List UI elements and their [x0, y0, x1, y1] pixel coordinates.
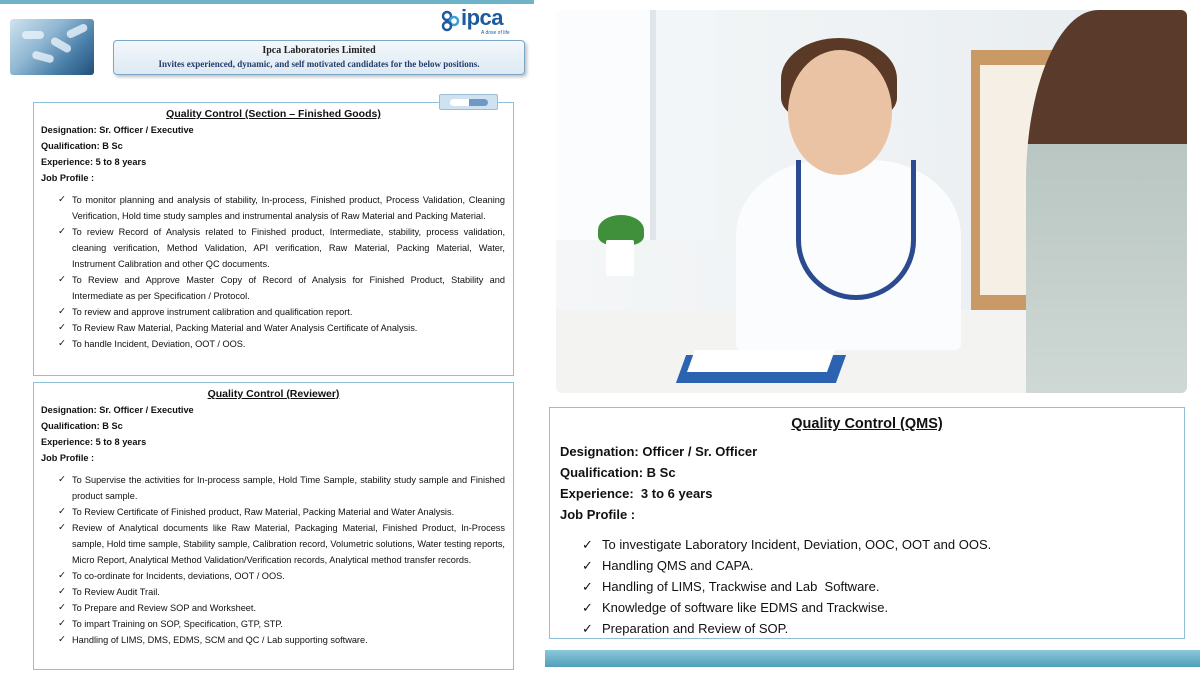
list-item-text: Review of Analytical documents like Raw Material, Packaging Material, Finished Product, In-Process sample, Hold time sample, Stability sample, Calibration record, Volumetric solutions, Water testing reports, Micro Report, Analytical Method Validation/Verification records, Analytical method transfer records.: [72, 523, 505, 565]
list-item: [58, 632, 505, 648]
company-banner: [113, 40, 525, 75]
list-item: [58, 336, 505, 352]
checkmark-icon: ✓: [58, 634, 66, 645]
list-item-text: To handle Incident, Deviation, OOT / OOS.: [72, 339, 246, 349]
checkmark-icon: ✓: [582, 537, 593, 552]
designation: Designation: Sr. Officer / Executive: [41, 125, 194, 135]
checkmark-icon: ✓: [58, 474, 66, 485]
job-title: Quality Control (QMS): [791, 416, 943, 432]
list-item-text: To Supervise the activities for In-process sample, Hold Time Sample, stability study sample and Finished product sample.: [72, 475, 505, 501]
list-item-text: To Prepare and Review SOP and Worksheet.: [72, 603, 257, 613]
ipca-logo-mark-icon: [441, 10, 461, 32]
recruitment-tagline: Invites experienced, dynamic, and self motivated candidates for the below positions.: [158, 59, 480, 69]
list-item-text: To Review Certificate of Finished product, Raw Material, Packing Material and Water Analysis.: [72, 507, 455, 517]
job-meta: [34, 402, 513, 466]
capsule-icon: [439, 94, 498, 110]
list-item-text: To Review and Approve Master Copy of Record of Analysis for Finished Product, Stability and Intermediate as per Specification / Protocol.: [72, 275, 505, 301]
list-item: [582, 555, 1176, 576]
checkmark-icon: ✓: [582, 579, 593, 594]
bottom-accent-bar: [545, 650, 1200, 667]
list-item: [58, 192, 505, 224]
logo-tagline: A dose of life: [481, 30, 510, 36]
doctor-consultation-photo: [556, 10, 1187, 393]
job-title: Quality Control (Section – Finished Goods): [166, 108, 381, 120]
checkmark-icon: ✓: [58, 306, 66, 317]
job-profile-list: [34, 472, 513, 648]
ipca-logo: [441, 5, 521, 36]
job-panel-reviewer: [33, 382, 514, 670]
list-item: [58, 584, 505, 600]
checkmark-icon: ✓: [58, 226, 66, 237]
qualification: Qualification: B Sc: [41, 141, 123, 151]
job-profile-list: [34, 192, 513, 352]
list-item-text: To Review Audit Trail.: [72, 587, 160, 597]
job-profile-list: [550, 534, 1184, 639]
checkmark-icon: ✓: [58, 194, 66, 205]
job-meta: [34, 122, 513, 186]
list-item-text: To impart Training on SOP, Specification, GTP, STP.: [72, 619, 283, 629]
checkmark-icon: ✓: [58, 322, 66, 333]
list-item-text: Handling of LIMS, Trackwise and Lab Software.: [602, 579, 880, 594]
list-item: [582, 597, 1176, 618]
job-profile-heading: Job Profile :: [41, 453, 95, 463]
experience: Experience: 3 to 6 years: [560, 486, 713, 501]
list-item: [58, 304, 505, 320]
checkmark-icon: ✓: [58, 618, 66, 629]
list-item-text: Preparation and Review of SOP.: [602, 621, 789, 636]
checkmark-icon: ✓: [58, 602, 66, 613]
list-item-text: To review Record of Analysis related to Finished product, Intermediate, stability, process validation, cleaning verification, Method Validation, API verification, Raw Material, Packing Material, Water, Instrument Calibration and other QC documents.: [72, 227, 505, 269]
company-name: Ipca Laboratories Limited: [262, 45, 376, 56]
header-thumbnail-image: [10, 19, 94, 75]
list-item: [58, 472, 505, 504]
job-panel-qms: [549, 407, 1185, 639]
list-item-text: To Review Raw Material, Packing Material and Water Analysis Certificate of Analysis.: [72, 323, 418, 333]
list-item-text: Handling QMS and CAPA.: [602, 558, 754, 573]
checkmark-icon: ✓: [582, 621, 593, 636]
list-item: [58, 224, 505, 272]
experience: Experience: 5 to 8 years: [41, 157, 147, 167]
list-item: [58, 616, 505, 632]
list-item: [58, 320, 505, 336]
job-title: Quality Control (Reviewer): [207, 388, 340, 400]
checkmark-icon: ✓: [58, 522, 66, 533]
list-item-text: Knowledge of software like EDMS and Trackwise.: [602, 600, 889, 615]
qualification: Qualification: B Sc: [560, 465, 676, 480]
logo-wordmark: ipca: [461, 5, 504, 30]
list-item-text: To investigate Laboratory Incident, Deviation, OOC, OOT and OOS.: [602, 537, 992, 552]
job-meta: [550, 441, 1184, 525]
job-posting-left-page: [0, 0, 534, 675]
list-item: [582, 618, 1176, 639]
checkmark-icon: ✓: [58, 570, 66, 581]
list-item: [582, 534, 1176, 555]
list-item-text: To monitor planning and analysis of stability, In-process, Finished product, Process Validation, Cleaning Verification, Hold time study samples and instrumental analysis of Raw Material and Packing Material.: [72, 195, 505, 221]
job-panel-finished-goods: [33, 102, 514, 376]
designation: Designation: Officer / Sr. Officer: [560, 444, 758, 459]
checkmark-icon: ✓: [58, 338, 66, 349]
checkmark-icon: ✓: [58, 506, 66, 517]
job-profile-heading: Job Profile :: [560, 507, 636, 522]
checkmark-icon: ✓: [582, 600, 593, 615]
checkmark-icon: ✓: [58, 274, 66, 285]
experience: Experience: 5 to 8 years: [41, 437, 147, 447]
list-item-text: To review and approve instrument calibration and qualification report.: [72, 307, 353, 317]
top-rule: [0, 0, 534, 4]
designation: Designation: Sr. Officer / Executive: [41, 405, 194, 415]
list-item: [58, 568, 505, 584]
list-item-text: To co-ordinate for Incidents, deviations, OOT / OOS.: [72, 571, 285, 581]
checkmark-icon: ✓: [58, 586, 66, 597]
list-item: [58, 272, 505, 304]
list-item: [58, 600, 505, 616]
checkmark-icon: ✓: [582, 558, 593, 573]
list-item: [58, 520, 505, 568]
job-profile-heading: Job Profile :: [41, 173, 95, 183]
qualification: Qualification: B Sc: [41, 421, 123, 431]
list-item: [582, 576, 1176, 597]
list-item-text: Handling of LIMS, DMS, EDMS, SCM and QC / Lab supporting software.: [72, 635, 368, 645]
list-item: [58, 504, 505, 520]
